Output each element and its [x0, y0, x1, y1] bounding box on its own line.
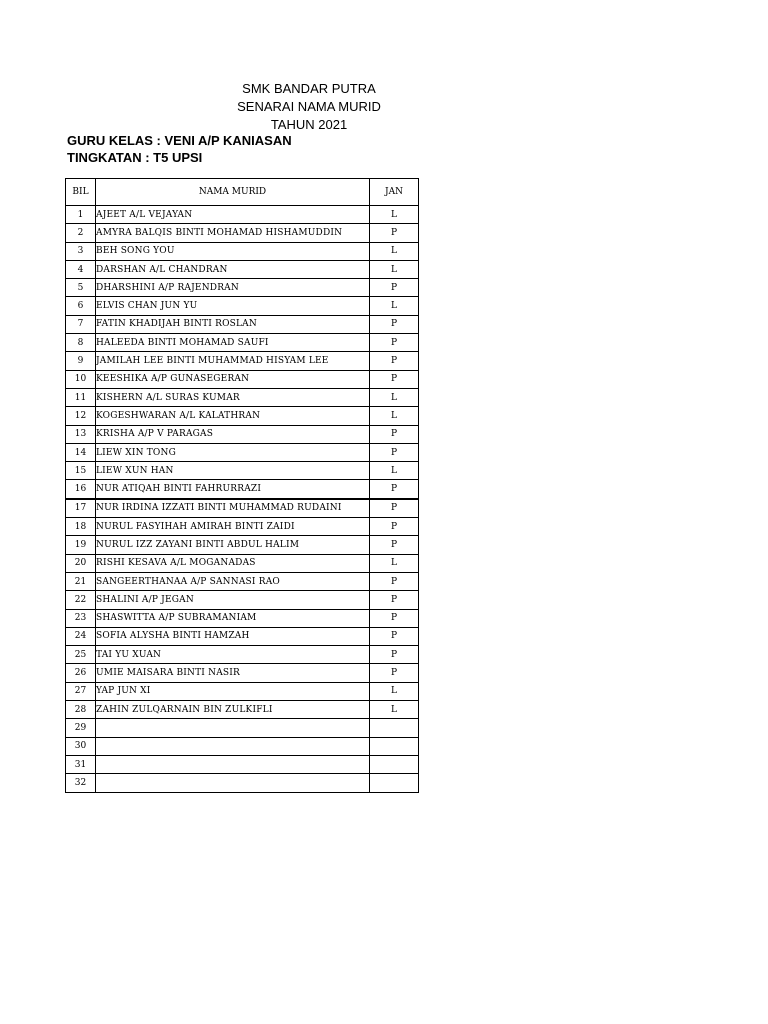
student-roster-table — [65, 178, 419, 793]
student-name: NURUL IZZ ZAYANI BINTI ABDUL HALIM — [96, 536, 370, 554]
gender-code: P — [370, 370, 419, 388]
student-name: TAI YU XUAN — [96, 646, 370, 664]
row-number: 8 — [66, 334, 96, 352]
gender-code: L — [370, 260, 419, 278]
gender-code: L — [370, 407, 419, 425]
gender-code: P — [370, 443, 419, 461]
table-row — [66, 370, 419, 388]
school-name: SMK BANDAR PUTRA — [242, 81, 376, 96]
row-number: 25 — [66, 646, 96, 664]
row-number: 13 — [66, 425, 96, 443]
table-row — [66, 664, 419, 682]
gender-code: P — [370, 646, 419, 664]
row-number: 11 — [66, 388, 96, 406]
row-number: 19 — [66, 536, 96, 554]
row-number: 22 — [66, 591, 96, 609]
column-header-nama: NAMA MURID — [96, 179, 370, 206]
row-number: 14 — [66, 443, 96, 461]
student-name: ELVIS CHAN JUN YU — [96, 297, 370, 315]
row-number: 4 — [66, 260, 96, 278]
row-number: 10 — [66, 370, 96, 388]
row-number: 6 — [66, 297, 96, 315]
student-name: AJEET A/L VEJAYAN — [96, 206, 370, 224]
gender-code: P — [370, 480, 419, 499]
gender-code: P — [370, 224, 419, 242]
gender-code: P — [370, 572, 419, 590]
table-row — [66, 627, 419, 645]
gender-code: P — [370, 627, 419, 645]
student-name — [96, 774, 370, 792]
student-name: KISHERN A/L SURAS KUMAR — [96, 388, 370, 406]
gender-code: P — [370, 315, 419, 333]
row-number: 5 — [66, 279, 96, 297]
row-number: 24 — [66, 627, 96, 645]
table-row — [66, 425, 419, 443]
table-row — [66, 297, 419, 315]
student-name: SHALINI A/P JEGAN — [96, 591, 370, 609]
table-row — [66, 536, 419, 554]
table-row — [66, 407, 419, 425]
table-row — [66, 480, 419, 499]
row-number: 1 — [66, 206, 96, 224]
gender-code: L — [370, 206, 419, 224]
table-row — [66, 242, 419, 260]
document-title-block — [184, 80, 434, 134]
table-row — [66, 499, 419, 518]
table-row — [66, 334, 419, 352]
row-number: 9 — [66, 352, 96, 370]
table-row — [66, 554, 419, 572]
row-number: 31 — [66, 755, 96, 773]
column-header-jan: JAN — [370, 179, 419, 206]
gender-code: L — [370, 554, 419, 572]
gender-code: P — [370, 664, 419, 682]
table-row — [66, 206, 419, 224]
student-name: KRISHA A/P V PARAGAS — [96, 425, 370, 443]
table-row — [66, 774, 419, 792]
gender-code: P — [370, 499, 419, 518]
student-name: FATIN KHADIJAH BINTI ROSLAN — [96, 315, 370, 333]
student-name: SOFIA ALYSHA BINTI HAMZAH — [96, 627, 370, 645]
student-name: KEESHIKA A/P GUNASEGERAN — [96, 370, 370, 388]
gender-code: L — [370, 462, 419, 480]
table-row — [66, 224, 419, 242]
row-number: 21 — [66, 572, 96, 590]
student-name: UMIE MAISARA BINTI NASIR — [96, 664, 370, 682]
student-name: AMYRA BALQIS BINTI MOHAMAD HISHAMUDDIN — [96, 224, 370, 242]
student-name: ZAHIN ZULQARNAIN BIN ZULKIFLI — [96, 701, 370, 719]
row-number: 18 — [66, 518, 96, 536]
table-row — [66, 260, 419, 278]
student-name: KOGESHWARAN A/L KALATHRAN — [96, 407, 370, 425]
gender-code: P — [370, 425, 419, 443]
table-row — [66, 572, 419, 590]
table-row — [66, 719, 419, 737]
gender-code: P — [370, 334, 419, 352]
student-name: YAP JUN XI — [96, 682, 370, 700]
row-number: 17 — [66, 499, 96, 518]
row-number: 27 — [66, 682, 96, 700]
gender-code: P — [370, 609, 419, 627]
row-number: 23 — [66, 609, 96, 627]
student-name — [96, 737, 370, 755]
table-row — [66, 279, 419, 297]
row-number: 20 — [66, 554, 96, 572]
student-name: HALEEDA BINTI MOHAMAD SAUFI — [96, 334, 370, 352]
level-label: TINGKATAN : T5 UPSI — [67, 150, 203, 165]
row-number: 29 — [66, 719, 96, 737]
student-name: SHASWITTA A/P SUBRAMANIAM — [96, 609, 370, 627]
student-name: NURUL FASYIHAH AMIRAH BINTI ZAIDI — [96, 518, 370, 536]
column-header-bil: BIL — [66, 179, 96, 206]
table-row — [66, 755, 419, 773]
gender-code: P — [370, 591, 419, 609]
gender-code: P — [370, 352, 419, 370]
row-number: 3 — [66, 242, 96, 260]
gender-code: P — [370, 518, 419, 536]
gender-code — [370, 719, 419, 737]
gender-code — [370, 755, 419, 773]
student-name: DARSHAN A/L CHANDRAN — [96, 260, 370, 278]
student-name — [96, 719, 370, 737]
student-name: SANGEERTHANAA A/P SANNASI RAO — [96, 572, 370, 590]
row-number: 28 — [66, 701, 96, 719]
row-number: 7 — [66, 315, 96, 333]
table-row — [66, 462, 419, 480]
table-row — [66, 591, 419, 609]
table-header-row — [66, 179, 419, 206]
table-row — [66, 443, 419, 461]
gender-code — [370, 774, 419, 792]
gender-code: L — [370, 242, 419, 260]
gender-code: L — [370, 682, 419, 700]
class-info — [67, 132, 292, 166]
teacher-label: GURU KELAS : VENI A/P KANIASAN — [67, 133, 292, 148]
table-row — [66, 646, 419, 664]
table-row — [66, 737, 419, 755]
student-name: DHARSHINI A/P RAJENDRAN — [96, 279, 370, 297]
row-number: 30 — [66, 737, 96, 755]
student-name: RISHI KESAVA A/L MOGANADAS — [96, 554, 370, 572]
gender-code: P — [370, 279, 419, 297]
table-body — [66, 206, 419, 793]
student-name: NUR IRDINA IZZATI BINTI MUHAMMAD RUDAINI — [96, 499, 370, 518]
table-row — [66, 682, 419, 700]
gender-code: L — [370, 701, 419, 719]
table-row — [66, 701, 419, 719]
row-number: 15 — [66, 462, 96, 480]
student-name: LIEW XUN HAN — [96, 462, 370, 480]
table-row — [66, 352, 419, 370]
table-row — [66, 609, 419, 627]
gender-code: L — [370, 297, 419, 315]
gender-code: L — [370, 388, 419, 406]
student-name: JAMILAH LEE BINTI MUHAMMAD HISYAM LEE — [96, 352, 370, 370]
row-number: 2 — [66, 224, 96, 242]
gender-code — [370, 737, 419, 755]
year-label: TAHUN 2021 — [270, 117, 348, 132]
student-name — [96, 755, 370, 773]
table-row — [66, 518, 419, 536]
row-number: 32 — [66, 774, 96, 792]
list-title: SENARAI NAMA MURID — [237, 99, 381, 114]
row-number: 16 — [66, 480, 96, 499]
table-row — [66, 315, 419, 333]
gender-code: P — [370, 536, 419, 554]
student-name: BEH SONG YOU — [96, 242, 370, 260]
row-number: 26 — [66, 664, 96, 682]
table-row — [66, 388, 419, 406]
row-number: 12 — [66, 407, 96, 425]
student-name: LIEW XIN TONG — [96, 443, 370, 461]
student-name: NUR ATIQAH BINTI FAHRURRAZI — [96, 480, 370, 499]
